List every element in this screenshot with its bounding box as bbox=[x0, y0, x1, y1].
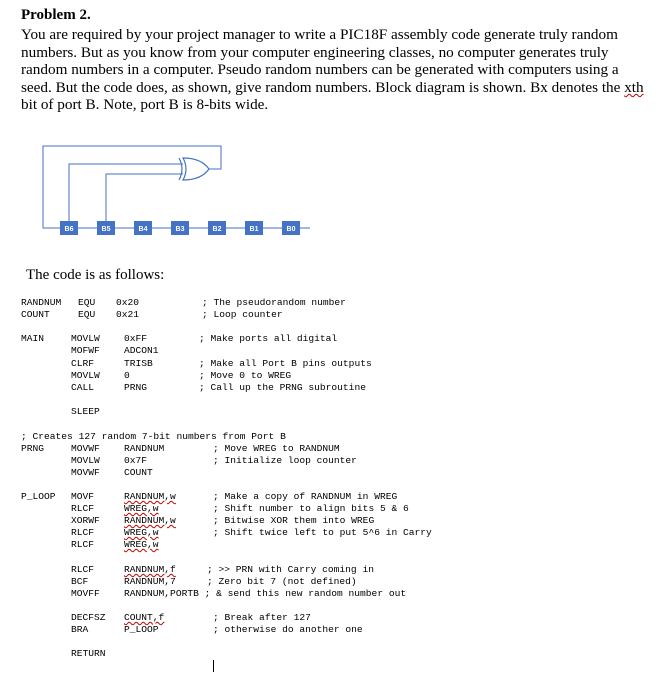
code-operand: ADCON1 bbox=[124, 345, 159, 356]
code-comment: ; Shift number to align bits 5 & 6 bbox=[213, 503, 409, 514]
code-operand: 0x20 bbox=[116, 297, 140, 308]
code-operand: RANDNUM,f bbox=[124, 564, 176, 575]
code-operand: RANDNUM,7 bbox=[124, 576, 176, 587]
statement-part-1: You are required by your project manager to write a PIC18F assembly code generate truly random numbers. But as you know from your computer engineering classes, no computer generates truly random numbers in a computer. Pseudo random numbers can be generated with computers using a seed. But the code does, as shown, give random numbers. Block diagram is shown. Bx denotes the bbox=[21, 26, 625, 96]
bit-label: B0 bbox=[286, 226, 296, 233]
code-opcode: RLCF bbox=[71, 503, 95, 514]
code-opcode: MOVWF bbox=[71, 443, 100, 454]
b6-to-xor bbox=[69, 164, 183, 221]
code-operand: WREG,w bbox=[124, 527, 159, 538]
bit-label: B4 bbox=[138, 226, 148, 233]
code-opcode: SLEEP bbox=[71, 406, 100, 417]
code-operand: P_LOOP bbox=[124, 624, 159, 635]
code-opcode: RLCF bbox=[71, 539, 95, 550]
code-comment: ; Creates 127 random 7-bit numbers from Port B bbox=[21, 431, 286, 442]
code-comment: ; otherwise do another one bbox=[213, 624, 363, 635]
xor-input-arc bbox=[179, 158, 182, 180]
code-operand: RANDNUM bbox=[124, 443, 165, 454]
code-opcode: RLCF bbox=[71, 527, 95, 538]
code-operand: 0x21 bbox=[116, 309, 140, 320]
code-opcode: RETURN bbox=[71, 648, 106, 659]
bit-label: B2 bbox=[212, 226, 222, 233]
code-opcode: CLRF bbox=[71, 358, 95, 369]
code-opcode: MOFWF bbox=[71, 345, 100, 356]
code-opcode: EQU bbox=[78, 309, 96, 320]
code-comment: ; Bitwise XOR them into WREG bbox=[213, 515, 375, 526]
code-opcode: MOVLW bbox=[71, 455, 100, 466]
code-comment: ; Make a copy of RANDNUM in WREG bbox=[213, 491, 398, 502]
code-opcode: MOVLW bbox=[71, 370, 100, 381]
code-comment: ; Shift twice left to put 5^6 in Carry bbox=[213, 527, 432, 538]
code-operand: WREG,w bbox=[124, 539, 159, 550]
code-operand: 0 bbox=[124, 370, 130, 381]
code-label: P_LOOP bbox=[21, 491, 56, 502]
code-operand: 0x7F bbox=[124, 455, 148, 466]
code-operand: WREG,w bbox=[124, 503, 159, 514]
code-operand: RANDNUM,w bbox=[124, 515, 176, 526]
code-opcode: CALL bbox=[71, 382, 95, 393]
code-label: PRNG bbox=[21, 443, 45, 454]
code-comment: ; Zero bit 7 (not defined) bbox=[207, 576, 357, 587]
xor-gate bbox=[179, 158, 209, 180]
code-comment: ; Initialize loop counter bbox=[213, 455, 357, 466]
code-opcode: XORWF bbox=[71, 515, 100, 526]
code-comment: ; Call up the PRNG subroutine bbox=[199, 382, 366, 393]
feedback-wire bbox=[43, 146, 221, 228]
code-comment: ; Break after 127 bbox=[213, 612, 311, 623]
code-opcode: EQU bbox=[78, 297, 96, 308]
statement-xth: xth bbox=[624, 78, 644, 96]
code-operand: PRNG bbox=[124, 382, 148, 393]
bit-label: B5 bbox=[101, 226, 111, 233]
code-operand: RANDNUM,PORTB ; & send this new random number out bbox=[124, 588, 407, 599]
code-comment: ; Loop counter bbox=[202, 309, 283, 320]
code-label: MAIN bbox=[21, 333, 45, 344]
code-label: RANDNUM bbox=[21, 297, 62, 308]
diagram-wires bbox=[43, 146, 310, 228]
bit-label: B1 bbox=[249, 226, 259, 233]
problem-title: Problem 2. bbox=[21, 7, 91, 23]
code-comment: ; The pseudorandom number bbox=[202, 297, 346, 308]
block-diagram bbox=[0, 0, 664, 260]
bit-label: B3 bbox=[175, 226, 185, 233]
code-operand: RANDNUM,w bbox=[124, 491, 176, 502]
code-operand: COUNT,f bbox=[124, 612, 165, 623]
code-opcode: DECFSZ bbox=[71, 612, 106, 623]
code-opcode: MOVF bbox=[71, 491, 95, 502]
code-comment: ; >> PRN with Carry coming in bbox=[207, 564, 374, 575]
code-opcode: MOVWF bbox=[71, 467, 100, 478]
code-label: COUNT bbox=[21, 309, 50, 320]
code-operand: COUNT bbox=[124, 467, 153, 478]
b5-to-xor bbox=[106, 174, 183, 221]
code-intro: The code is as follows: bbox=[26, 267, 165, 283]
bit-label: B6 bbox=[64, 226, 74, 233]
code-comment: ; Move 0 to WREG bbox=[199, 370, 292, 381]
code-opcode: RLCF bbox=[71, 564, 95, 575]
code-opcode: MOVFF bbox=[71, 588, 100, 599]
code-opcode: MOVLW bbox=[71, 333, 100, 344]
code-opcode: BCF bbox=[71, 576, 89, 587]
code-comment: ; Move WREG to RANDNUM bbox=[213, 443, 340, 454]
code-operand: 0xFF bbox=[124, 333, 148, 344]
code-comment: ; Make all Port B pins outputs bbox=[199, 358, 372, 369]
text-cursor bbox=[213, 660, 214, 672]
statement-part-3: bit of port B. Note, port B is 8-bits wide. bbox=[21, 96, 269, 114]
code-comment: ; Make ports all digital bbox=[199, 333, 338, 344]
code-opcode: BRA bbox=[71, 624, 89, 635]
xor-body bbox=[183, 158, 209, 180]
code-operand: TRISB bbox=[124, 358, 153, 369]
